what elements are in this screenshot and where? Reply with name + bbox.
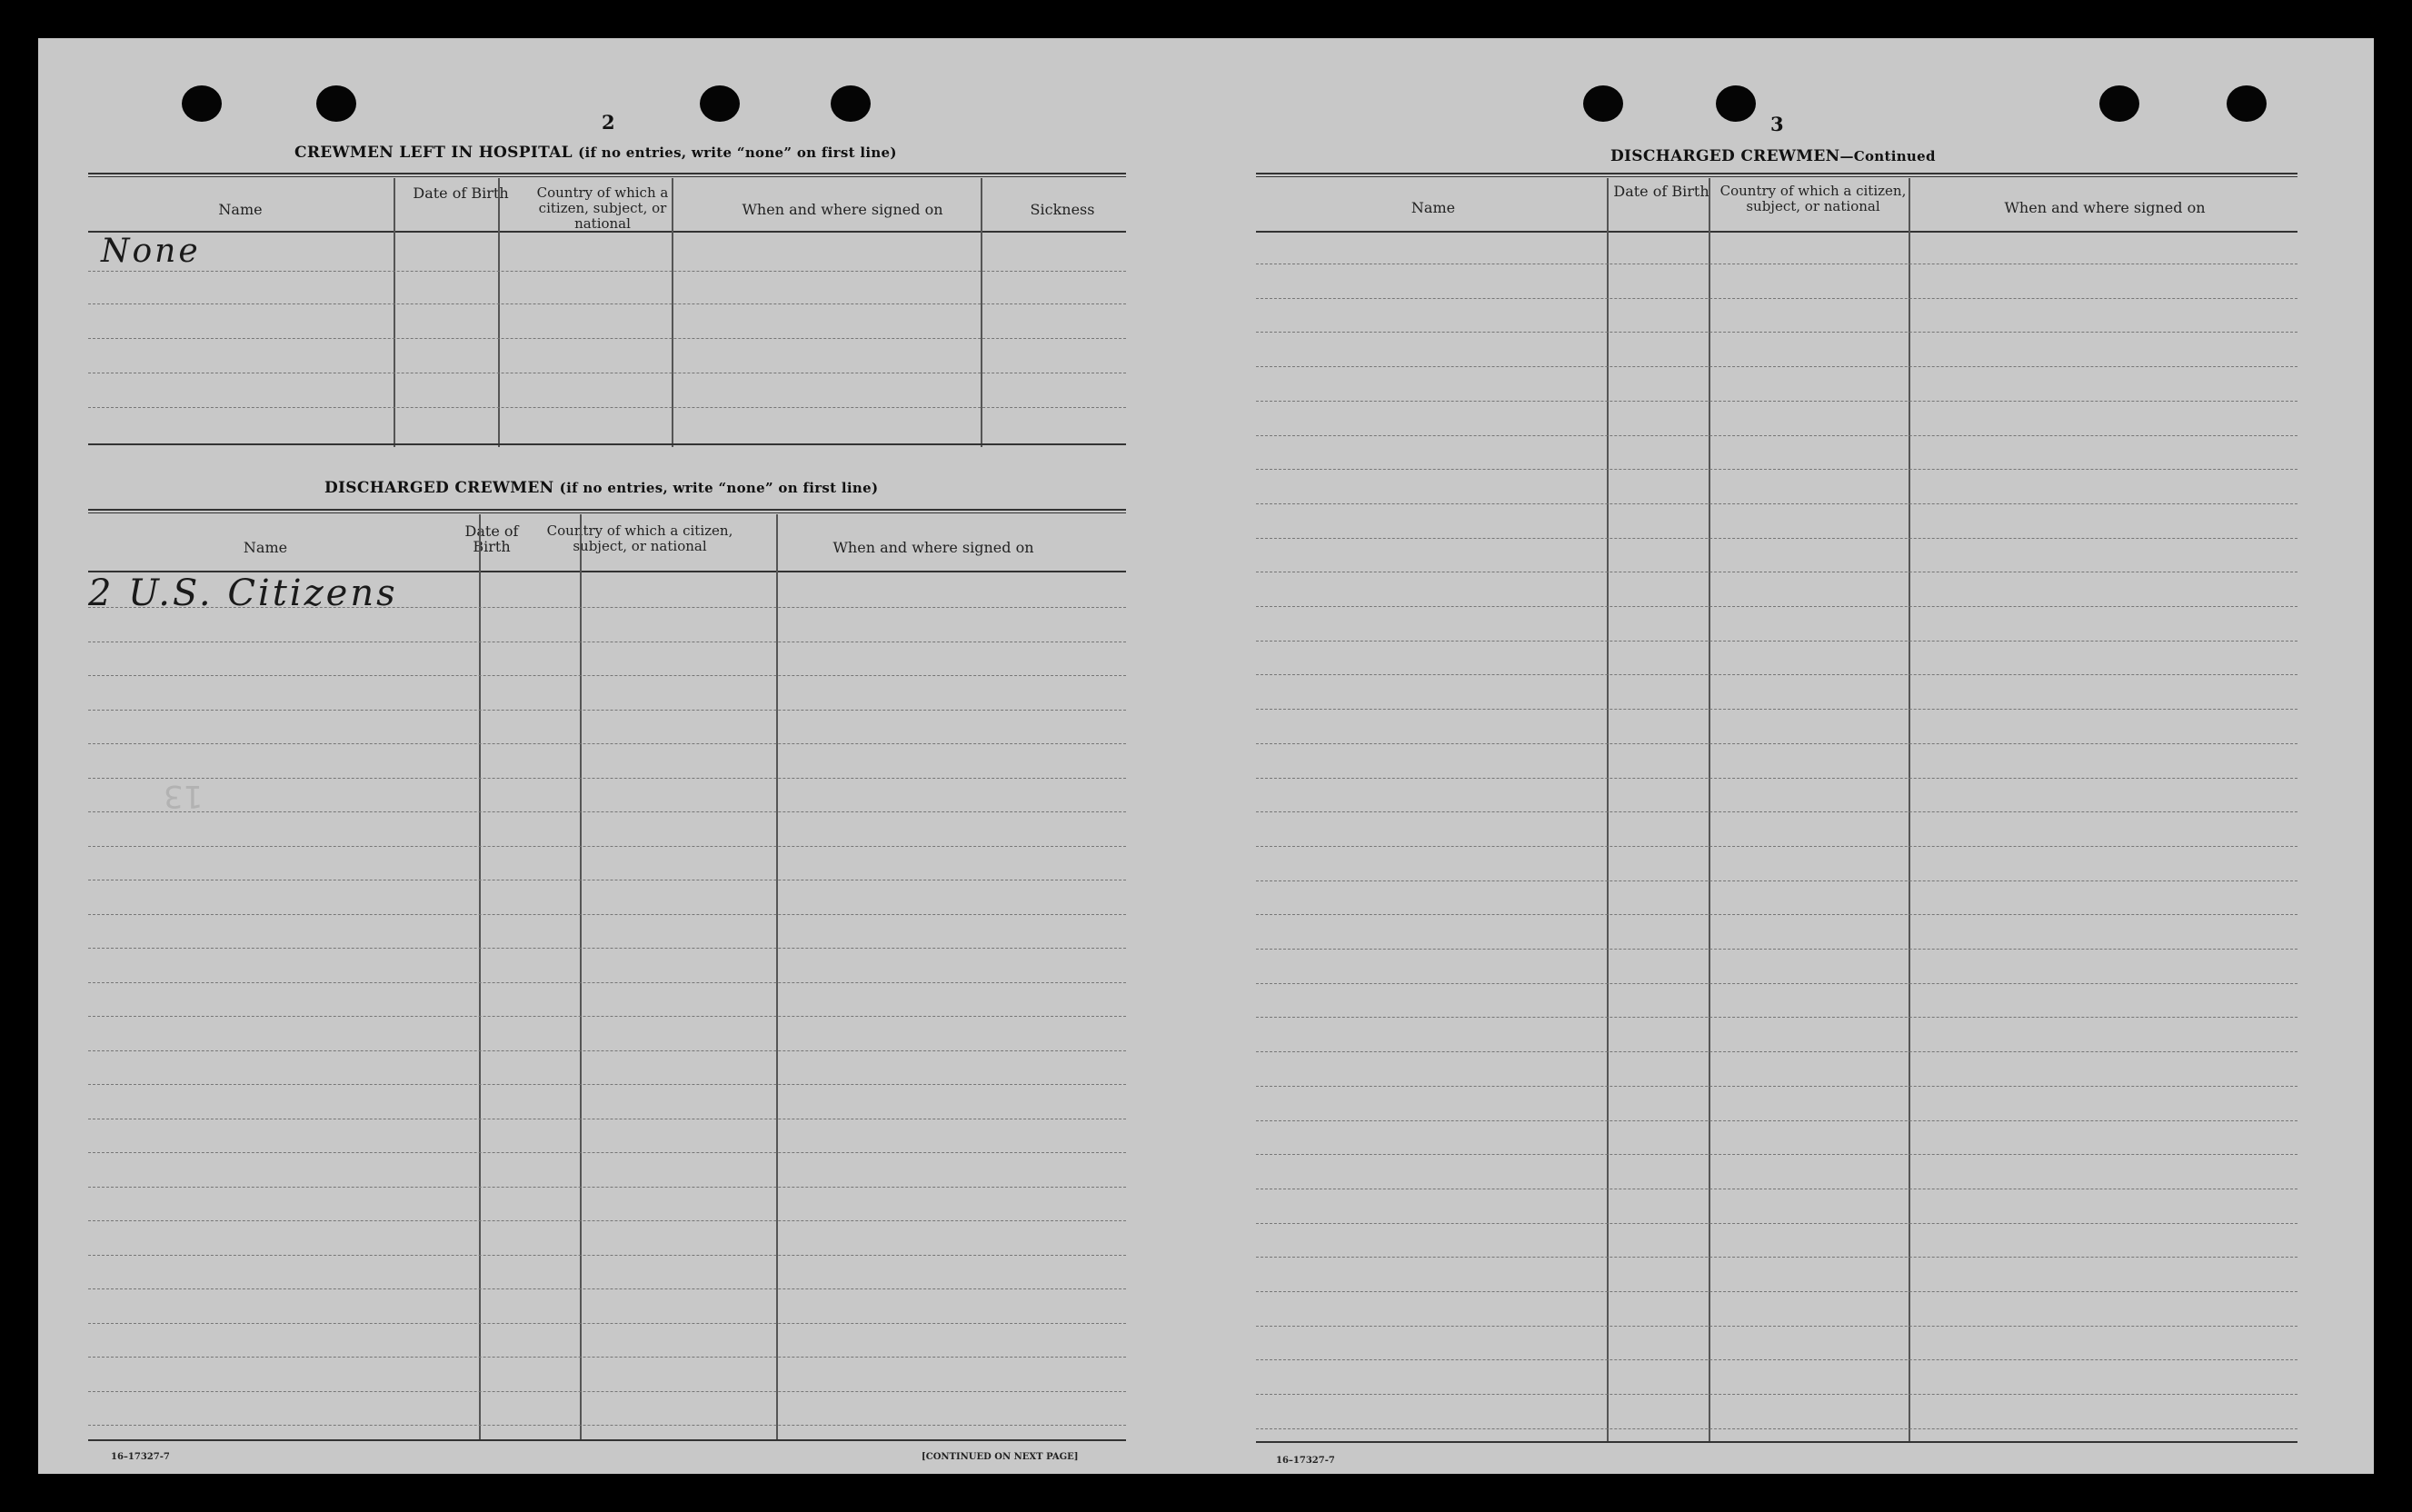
row-line	[88, 407, 1126, 408]
faint-stamp: 13	[164, 778, 204, 814]
punch-hole	[1716, 85, 1756, 122]
col-header-sickness: Sickness	[1030, 201, 1095, 218]
hospital-title-bold: CREWMEN LEFT IN HOSPITAL	[294, 144, 573, 162]
col-header-name: Name	[218, 201, 263, 218]
row-line	[88, 1323, 1126, 1324]
row-line	[88, 710, 1126, 711]
row-line	[1256, 1291, 2297, 1292]
row-line	[1256, 641, 2297, 642]
table-bottom-rule	[88, 443, 1126, 445]
row-line	[88, 1425, 1126, 1426]
row-line	[1256, 983, 2297, 984]
punch-hole	[316, 85, 356, 122]
row-line	[1256, 1359, 2297, 1360]
row-line	[1256, 1394, 2297, 1395]
row-line	[88, 1391, 1126, 1392]
row-line	[88, 1357, 1126, 1358]
col-divider	[1607, 178, 1609, 1441]
row-line	[1256, 709, 2297, 710]
row-line	[1256, 1257, 2297, 1258]
col-header-dob: Date of Birth	[413, 184, 509, 202]
row-line	[1256, 949, 2297, 950]
col-header-name: Name	[1410, 199, 1456, 216]
hospital-title	[294, 144, 897, 162]
row-line	[1256, 1154, 2297, 1155]
row-line	[1256, 469, 2297, 470]
row-line	[88, 1220, 1126, 1221]
form-sheet	[38, 38, 2374, 1474]
discharged-continued-title	[1610, 147, 1936, 165]
row-line	[1256, 401, 2297, 402]
row-line	[1256, 1051, 2297, 1052]
punch-hole	[831, 85, 871, 122]
handwritten-entry-none: None	[101, 233, 201, 270]
punch-hole	[182, 85, 222, 122]
col-header-country: Country of which a citizen, subject, or national	[536, 184, 669, 232]
col-divider	[1909, 178, 1910, 1441]
row-line	[88, 778, 1126, 779]
row-line	[88, 948, 1126, 949]
row-line	[1256, 914, 2297, 915]
page-number-left: 2	[602, 111, 615, 134]
col-header-name: Name	[243, 539, 288, 556]
handwritten-entry-citizens: 2 U.S. Citizens	[88, 572, 398, 614]
col-divider	[479, 514, 481, 1441]
row-line	[1256, 674, 2297, 675]
row-line	[1256, 1120, 2297, 1121]
row-line	[1256, 1223, 2297, 1224]
row-line	[88, 1016, 1126, 1017]
form-number-right: 16–17327-7	[1276, 1456, 1335, 1466]
discharged-title	[324, 479, 878, 497]
punch-hole	[700, 85, 740, 122]
row-line	[1256, 1326, 2297, 1327]
row-line	[88, 1187, 1126, 1188]
header-bottom-rule	[1256, 231, 2297, 233]
row-line	[1256, 1017, 2297, 1018]
row-line	[1256, 1086, 2297, 1087]
header-bottom-rule	[88, 231, 1126, 233]
col-divider	[580, 514, 582, 1441]
col-header-dob: Date of Birth	[464, 522, 519, 555]
table-top-rule	[88, 173, 1126, 177]
punch-hole	[2099, 85, 2139, 122]
discharged-title-note: (if no entries, write “none” on first line)	[559, 480, 879, 496]
row-line	[1256, 743, 2297, 744]
discharged-table	[88, 509, 1126, 1445]
col-divider	[776, 514, 778, 1441]
table-top-rule	[1256, 173, 2297, 177]
row-line	[1256, 503, 2297, 504]
row-line	[88, 303, 1126, 304]
col-header-country: Country of which a citizen, subject, or national	[546, 522, 733, 554]
table-bottom-rule	[88, 1439, 1126, 1441]
row-line	[1256, 880, 2297, 881]
col-header-country: Country of which a citizen, subject, or national	[1719, 183, 1907, 214]
col-header-dob: Date of Birth	[1613, 183, 1709, 200]
discharged-continued-table	[1256, 173, 2297, 1445]
row-line	[1256, 435, 2297, 436]
row-line	[1256, 332, 2297, 333]
discharged-continued-title-note: —Continued	[1839, 148, 1936, 164]
row-line	[88, 338, 1126, 339]
row-line	[1256, 778, 2297, 779]
row-line	[1256, 1428, 2297, 1429]
discharged-continued-title-bold: DISCHARGED CREWMEN	[1610, 147, 1840, 165]
row-line	[88, 743, 1126, 744]
punch-hole	[1583, 85, 1623, 122]
page-number-right: 3	[1770, 113, 1784, 135]
hospital-table	[88, 173, 1126, 449]
row-line	[1256, 538, 2297, 539]
row-line	[88, 914, 1126, 915]
row-line	[88, 1255, 1126, 1256]
row-line	[88, 982, 1126, 983]
continued-note: [CONTINUED ON NEXT PAGE]	[922, 1452, 1079, 1462]
row-line	[88, 271, 1126, 272]
row-line	[88, 675, 1126, 676]
row-line	[88, 811, 1126, 812]
col-header-signed-on: When and where signed on	[742, 201, 943, 218]
row-line	[1256, 606, 2297, 607]
row-line	[88, 1288, 1126, 1289]
table-top-rule	[88, 509, 1126, 513]
row-line	[88, 1050, 1126, 1051]
row-line	[88, 846, 1126, 847]
table-bottom-rule	[1256, 1441, 2297, 1443]
row-line	[1256, 298, 2297, 299]
col-header-signed-on: When and where signed on	[2004, 199, 2206, 216]
punch-hole	[2227, 85, 2267, 122]
col-divider	[1709, 178, 1710, 1441]
col-header-signed-on: When and where signed on	[832, 539, 1034, 556]
row-line	[88, 1084, 1126, 1085]
discharged-title-bold: DISCHARGED CREWMEN	[324, 479, 554, 497]
hospital-title-note: (if no entries, write “none” on first line)	[578, 144, 897, 161]
row-line	[1256, 366, 2297, 367]
row-line	[1256, 846, 2297, 847]
row-line	[88, 1152, 1126, 1153]
form-number-left: 16–17327-7	[111, 1452, 170, 1462]
row-line	[1256, 811, 2297, 812]
